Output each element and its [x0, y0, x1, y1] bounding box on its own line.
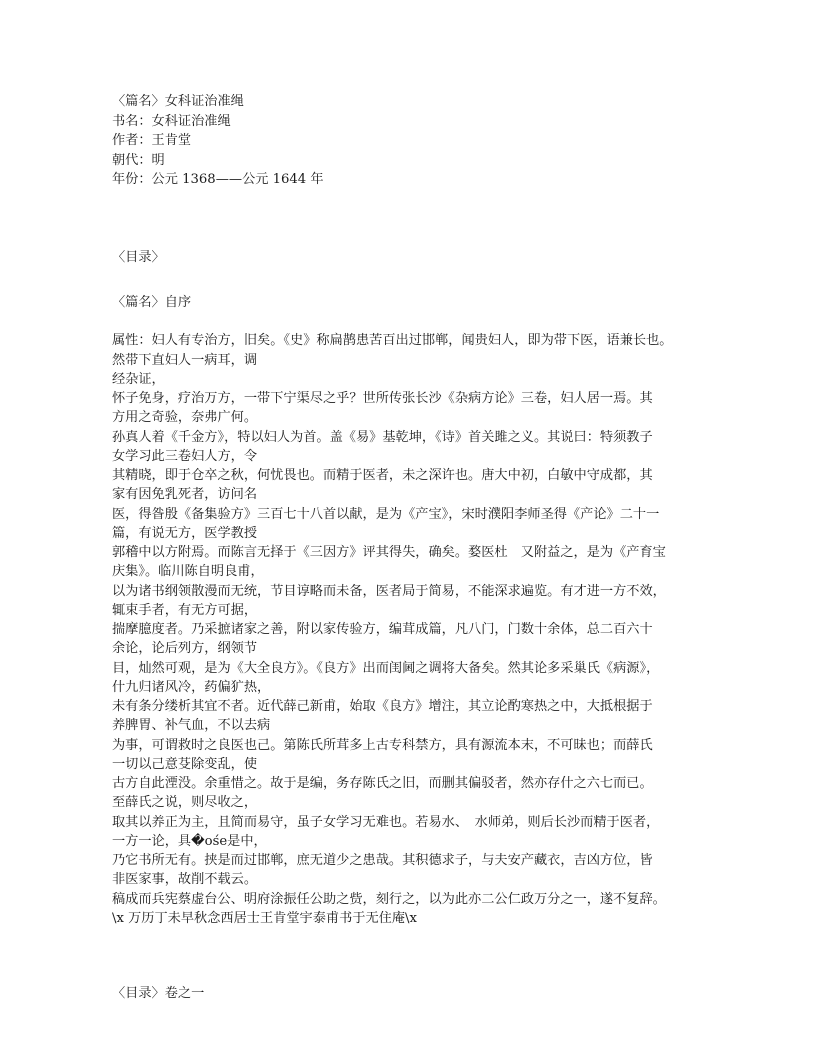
spacer-before-body: [112, 312, 712, 331]
meta-book-name: 书名：女科证治准绳: [112, 113, 231, 129]
preface-line: 养脾胃、补气血，不以去病: [112, 718, 271, 734]
document-header-block: [112, 92, 712, 190]
preface-marker: 〈篇名〉自序: [112, 295, 192, 311]
preface-line: 至薛氏之说，则尽收之，: [112, 795, 258, 811]
preface-line: 女学习此三卷妇人方，令: [112, 448, 258, 464]
meta-year-range: 年份：公元 1368——公元 1644 年: [112, 172, 324, 188]
preface-line: 一切以己意芟除变乱，使: [112, 756, 258, 772]
preface-line: 孙真人着《千金方》，特以妇人为首。盖《易》基乾坤，《诗》首关雎之义。其说曰：特须教子: [112, 429, 653, 445]
preface-line: 郭稽中以方附焉。而陈言无择于《三因方》评其得失，确矣。婺医杜 又附益之，是为《产育宝: [112, 545, 666, 561]
preface-line: 为事，可谓救时之良医也己。第陈氏所茸多上古专科禁方，具有源流本末，不可昧也；而薛氏: [112, 737, 653, 753]
preface-line: 篇，有说无方，医学教授: [112, 525, 258, 541]
preface-line: 非医家事，故削不载云。: [112, 872, 258, 888]
spacer-after-header: [112, 190, 712, 248]
preface-line: 什九归诸风冷，药偏犷热，: [112, 679, 271, 695]
preface-line: 然带下直妇人一病耳，调: [112, 352, 258, 368]
preface-line: 取其以养正为主，且简而易守，虽子女学习无难也。若易水、 水师弟，则后长沙而精于医者，: [112, 814, 660, 830]
preface-line: 辄束手者，有无方可据，: [112, 602, 258, 618]
preface-line: 其精晓，即于仓卒之秋，何忧畏也。而精于医者，未之深许也。唐大中初，白敏中守成都，其: [112, 468, 653, 484]
catalog-marker: 〈目录〉: [112, 249, 165, 265]
document-content: [112, 92, 712, 1003]
preface-line: 属性：妇人有专治方，旧矣。《史》称扁鹊患苦百出过邯郸，闻贵妇人，即为带下医，语兼长也。: [112, 333, 673, 349]
preface-line: 怀子免身，疗治万方，一带下宁渠尽之乎？世所传张长沙《杂病方论》三卷，妇人居一焉。其: [112, 391, 653, 407]
meta-dynasty: 朝代：明: [112, 152, 165, 168]
preface-line: 未有条分缕析其宜不者。近代薛己新甫，始取《良方》增注，其立论酌寒热之中，大抵根据于: [112, 699, 653, 715]
volume-marker: 〈目录〉卷之一: [112, 986, 205, 1002]
spacer-before-volume: [112, 928, 712, 984]
preface-line: 一方一论，具�ośe是中，: [112, 833, 267, 849]
preface-line: 医，得昝殷《备集验方》三百七十八首以献，是为《产宝》，宋时濮阳李师圣得《产论》二十一: [112, 506, 660, 522]
preface-line: \x 万历丁未早秋念西居士王肯堂宇泰甫书于无住庵\x: [112, 910, 417, 926]
meta-author: 作者：王肯堂: [112, 133, 192, 149]
preface-line: 庆集》。临川陈自明良甫，: [112, 564, 264, 580]
preface-line: 古方自此湮没。余重惜之。故于是编，务存陈氏之旧，而删其偏驳者，然亦存什之六七而已。: [112, 776, 653, 792]
preface-line: 目，灿然可观，是为《大全良方》。《良方》出而闺阃之调将大备矣。然其论多采巢氏《病源》，: [112, 660, 660, 676]
preface-line: 以为诸书纲领散漫而无统，节目谆略而未备，医者局于简易，不能深求遍览。有才进一方不效，: [112, 583, 666, 599]
preface-line: 方用之奇验，奈弗广何。: [112, 410, 258, 426]
preface-line: 余论，论后列方，纲领节: [112, 641, 258, 657]
preface-line: 乃它书所无有。挟是而过邯郸，庶无道少之患哉。其积德求子，与夫安产藏衣，吉凶方位，皆: [112, 853, 653, 869]
title-tag-line: 〈篇名〉女科证治准绳: [112, 94, 244, 109]
preface-line: 经杂证，: [112, 371, 165, 387]
preface-line: 家有因免乳死者，访问名: [112, 487, 258, 503]
spacer-after-catalog: [112, 267, 712, 293]
preface-body: [112, 331, 712, 928]
preface-line: 揣摩臆度者。乃采摭诸家之善，附以家传验方，编茸成篇，凡八门，门数十余体，总二百六十: [112, 622, 653, 638]
preface-line: 稿成而兵宪蔡虚台公、明府涂振任公助之赀，刻行之，以为此亦二公仁政万分之一，遂不复辞。: [112, 891, 666, 907]
